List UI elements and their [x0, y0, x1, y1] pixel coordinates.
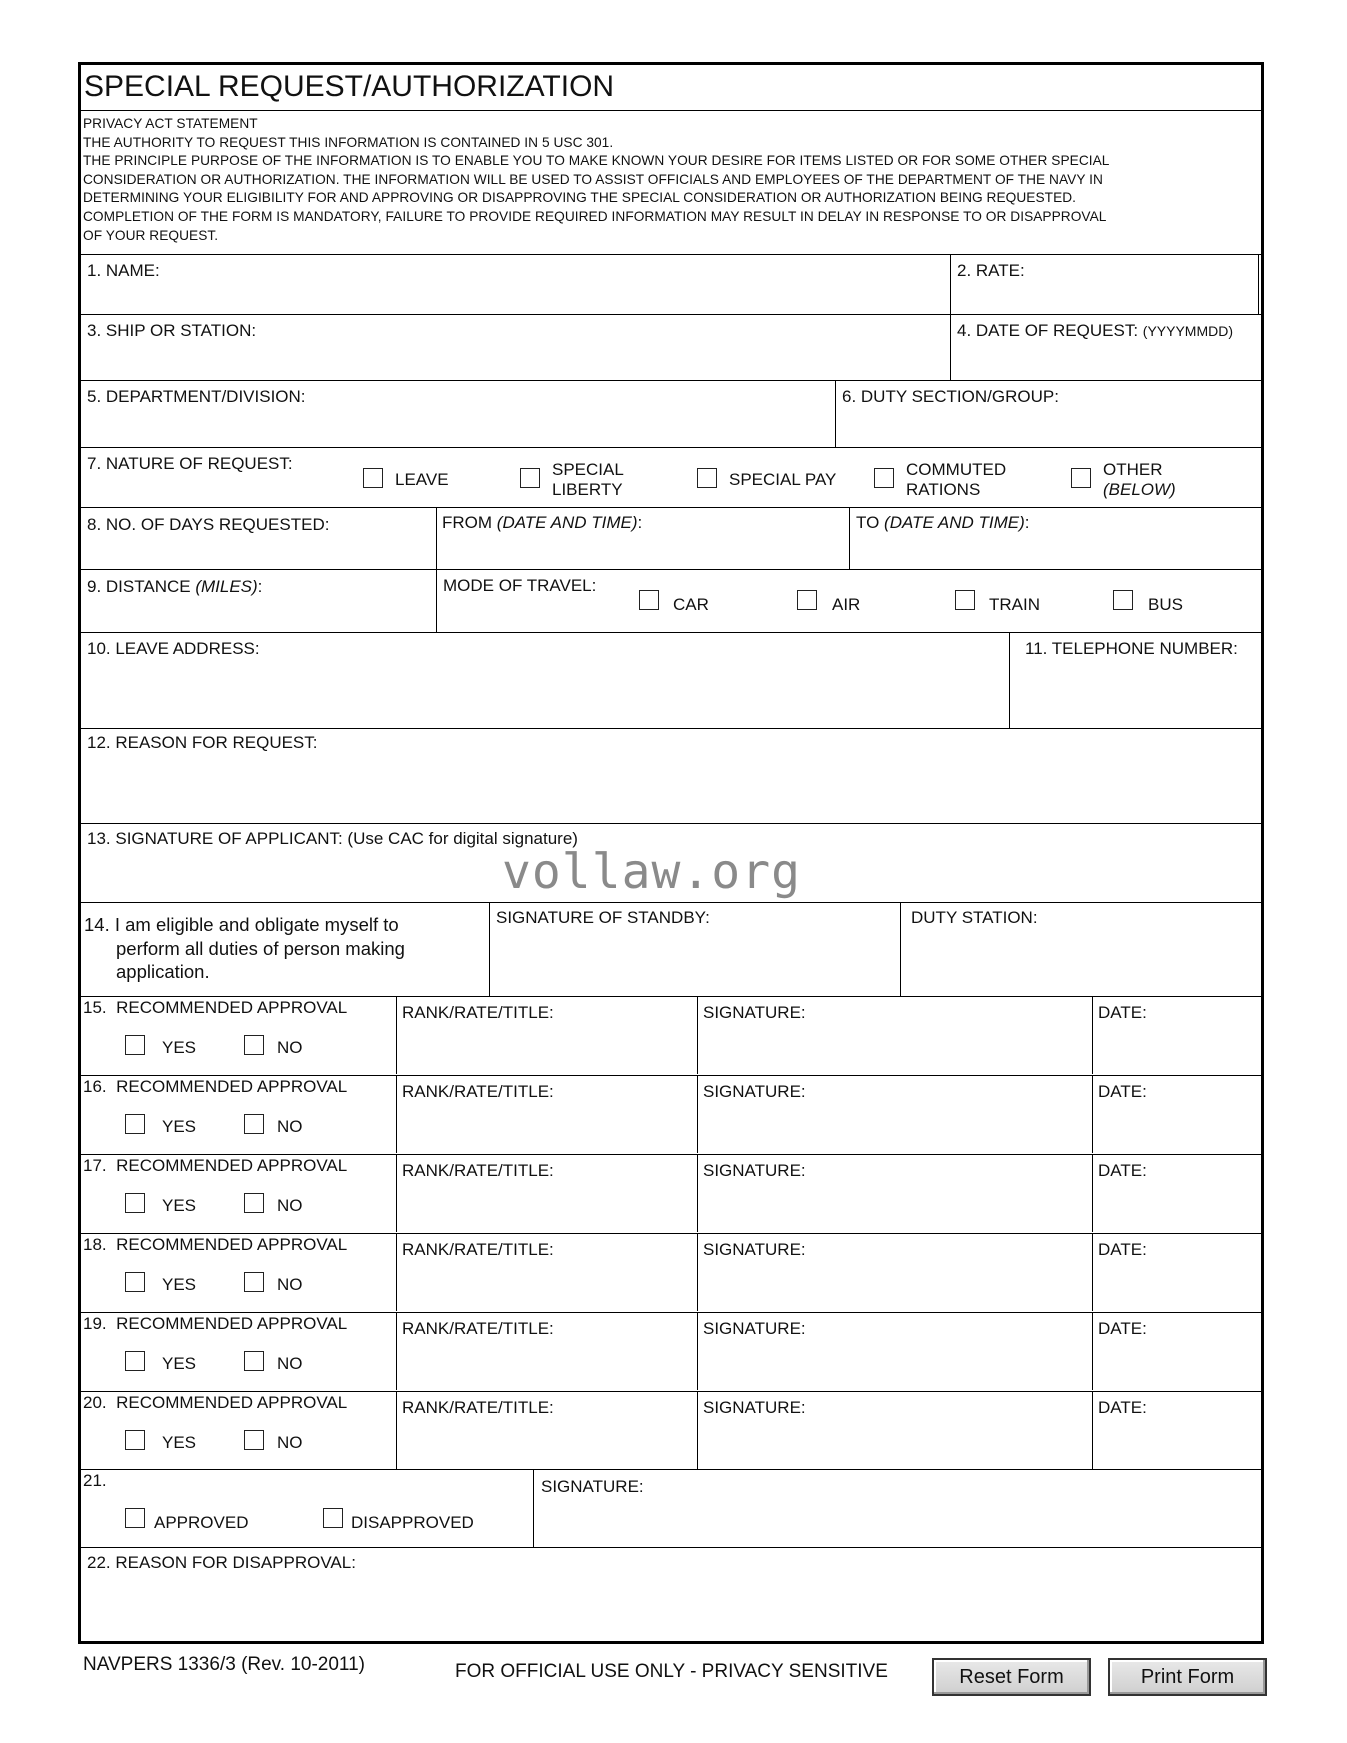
- applicant-signature-label: 13. SIGNATURE OF APPLICANT: (Use CAC for digital signature): [87, 829, 578, 848]
- approval-date-label: DATE:: [1098, 1003, 1147, 1022]
- disapproved-label: DISAPPROVED: [351, 1513, 474, 1532]
- mode-of-travel-label: MODE OF TRAVEL:: [443, 576, 597, 595]
- approval-date-label: DATE:: [1098, 1398, 1147, 1417]
- from-field[interactable]: [440, 537, 844, 565]
- disapproval-reason-field[interactable]: [85, 1577, 1255, 1637]
- divider: [81, 823, 1261, 824]
- distance-field[interactable]: [85, 599, 430, 629]
- duty-station-label: DUTY STATION:: [911, 908, 1038, 927]
- divider: [697, 996, 698, 1074]
- approval-signature-field[interactable]: [702, 1105, 1087, 1149]
- approval-yes-label: YES: [162, 1117, 197, 1136]
- privacy-line: OF YOUR REQUEST.: [83, 227, 219, 243]
- final-signature-label: SIGNATURE:: [541, 1477, 644, 1496]
- from-note: (DATE AND TIME): [496, 513, 638, 532]
- divider: [81, 902, 1261, 903]
- disapproval-reason-label: 22. REASON FOR DISAPPROVAL:: [87, 1553, 356, 1572]
- divider: [533, 1469, 534, 1547]
- approval-date-field[interactable]: [1097, 1184, 1255, 1228]
- divider: [81, 1233, 1261, 1234]
- leave-checkbox[interactable]: [363, 468, 383, 488]
- approved-checkbox[interactable]: [125, 1508, 145, 1528]
- approval-no-label: NO: [277, 1038, 303, 1057]
- approval-text: RECOMMENDED APPROVAL: [116, 1314, 348, 1333]
- approved-label: APPROVED: [154, 1513, 249, 1532]
- form-title: SPECIAL REQUEST/AUTHORIZATION: [84, 70, 615, 103]
- privacy-line: CONSIDERATION OR AUTHORIZATION. THE INFORMATION WILL BE USED TO ASSIST OFFICIALS AND EMPLOYEES OF THE DEPARTMENT OF THE NAVY IN: [83, 171, 1103, 187]
- divider: [697, 1233, 698, 1311]
- approval-no-label: NO: [277, 1117, 303, 1136]
- approval-text: RECOMMENDED APPROVAL: [116, 1393, 348, 1412]
- rank-rate-title-field[interactable]: [401, 1421, 691, 1465]
- special-liberty-label: [552, 460, 624, 500]
- divider: [1092, 1154, 1093, 1232]
- approval-yes-label: YES: [162, 1038, 197, 1057]
- duty-section-field[interactable]: [840, 411, 1255, 443]
- distance-note: (MILES): [195, 577, 258, 596]
- date-of-request-label: [957, 321, 1233, 341]
- to-field[interactable]: [854, 537, 1255, 565]
- divider: [81, 254, 1261, 255]
- approval-date-label: DATE:: [1098, 1319, 1147, 1338]
- eligibility-line: application.: [116, 961, 210, 982]
- divider: [489, 902, 490, 996]
- approval-signature-label: SIGNATURE:: [703, 1319, 806, 1338]
- disapproved-checkbox[interactable]: [323, 1508, 343, 1528]
- recommended-approval-label: [83, 1393, 347, 1413]
- privacy-line: THE AUTHORITY TO REQUEST THIS INFORMATION IS CONTAINED IN 5 USC 301.: [83, 134, 614, 150]
- divider: [81, 507, 1261, 508]
- approval-yes-label: YES: [162, 1275, 197, 1294]
- approval-text: RECOMMENDED APPROVAL: [116, 1077, 348, 1096]
- train-label: TRAIN: [989, 595, 1040, 614]
- eligibility-statement: [84, 913, 405, 984]
- approval-text: RECOMMENDED APPROVAL: [116, 1156, 348, 1175]
- approval-signature-label: SIGNATURE:: [703, 1161, 806, 1180]
- approval-signature-label: SIGNATURE:: [703, 1082, 806, 1101]
- duty-station-field[interactable]: [907, 931, 1255, 991]
- approval-no-checkbox[interactable]: [244, 1114, 264, 1134]
- approval-no-checkbox[interactable]: [244, 1272, 264, 1292]
- divider: [697, 1075, 698, 1153]
- privacy-notice: FOR OFFICIAL USE ONLY - PRIVACY SENSITIVE: [455, 1661, 888, 1682]
- approval-signature-label: SIGNATURE:: [703, 1240, 806, 1259]
- approval-signature-field[interactable]: [702, 1342, 1087, 1386]
- date-of-request-field[interactable]: [955, 345, 1255, 375]
- date-format-hint: (YYYYMMDD): [1142, 323, 1234, 339]
- divider: [81, 728, 1261, 729]
- approval-number: 15.: [83, 998, 107, 1017]
- privacy-line: THE PRINCIPLE PURPOSE OF THE INFORMATION IS TO ENABLE YOU TO MAKE KNOWN YOUR DESIRE FOR ITEMS LISTED OR FOR SOME OTHER SPECIAL: [83, 153, 1110, 169]
- approval-number: 20.: [83, 1393, 107, 1412]
- other-label: [1103, 460, 1176, 500]
- bus-label: BUS: [1148, 595, 1183, 614]
- reason-field[interactable]: [85, 757, 1255, 819]
- rank-rate-title-label: RANK/RATE/TITLE:: [402, 1240, 554, 1259]
- approval-no-label: NO: [277, 1354, 303, 1373]
- distance-text: 9. DISTANCE: [87, 577, 191, 596]
- divider: [396, 1233, 397, 1311]
- recommended-approval-label: [83, 1156, 347, 1176]
- recommended-approval-label: [83, 1314, 347, 1334]
- divider: [697, 1391, 698, 1469]
- special-liberty-checkbox[interactable]: [520, 468, 540, 488]
- form-id: NAVPERS 1336/3 (Rev. 10-2011): [83, 1654, 365, 1675]
- divider: [81, 1469, 1261, 1470]
- approval-date-field[interactable]: [1097, 1421, 1255, 1465]
- divider: [81, 1312, 1261, 1313]
- ship-station-label: 3. SHIP OR STATION:: [87, 321, 257, 340]
- recommended-approval-label: [83, 1235, 347, 1255]
- approval-date-field[interactable]: [1097, 1105, 1255, 1149]
- divider: [697, 1154, 698, 1232]
- divider: [81, 110, 1261, 111]
- telephone-field[interactable]: [1015, 663, 1255, 723]
- special-pay-checkbox[interactable]: [697, 468, 717, 488]
- reason-label: 12. REASON FOR REQUEST:: [87, 733, 318, 752]
- name-label: 1. NAME:: [87, 261, 160, 280]
- divider: [396, 996, 397, 1074]
- divider: [1009, 632, 1010, 728]
- approval-date-label: DATE:: [1098, 1161, 1147, 1180]
- rank-rate-title-field[interactable]: [401, 1184, 691, 1228]
- approval-yes-label: YES: [162, 1354, 197, 1373]
- rank-rate-title-label: RANK/RATE/TITLE:: [402, 1082, 554, 1101]
- rank-rate-title-label: RANK/RATE/TITLE:: [402, 1161, 554, 1180]
- divider: [1092, 1233, 1093, 1311]
- rank-rate-title-label: RANK/RATE/TITLE:: [402, 1398, 554, 1417]
- divider: [1092, 1075, 1093, 1153]
- rank-rate-title-field[interactable]: [401, 1105, 691, 1149]
- car-label: CAR: [673, 595, 709, 614]
- divider: [396, 1154, 397, 1232]
- rank-rate-title-field[interactable]: [401, 1263, 691, 1307]
- days-requested-field[interactable]: [85, 537, 430, 565]
- approval-yes-checkbox[interactable]: [125, 1193, 145, 1213]
- approval-yes-label: YES: [162, 1196, 197, 1215]
- commuted-rations-label: [906, 460, 1006, 500]
- divider: [1092, 1312, 1093, 1390]
- air-label: AIR: [832, 595, 861, 614]
- divider: [81, 314, 1261, 315]
- divider: [81, 1391, 1261, 1392]
- print-form-button[interactable]: Print Form: [1108, 1658, 1267, 1696]
- eligibility-line: perform all duties of person making: [116, 937, 405, 959]
- privacy-act-statement: [83, 115, 1253, 245]
- watermark: vollaw.org: [502, 844, 801, 900]
- approval-yes-checkbox[interactable]: [125, 1272, 145, 1292]
- divider: [396, 1075, 397, 1153]
- approval-yes-checkbox[interactable]: [125, 1430, 145, 1450]
- approval-no-checkbox[interactable]: [244, 1351, 264, 1371]
- divider: [81, 1547, 1261, 1548]
- approval-signature-field[interactable]: [702, 1184, 1087, 1228]
- approval-signature-label: SIGNATURE:: [703, 1398, 806, 1417]
- divider: [81, 569, 1261, 570]
- approval-date-field[interactable]: [1097, 1263, 1255, 1307]
- approval-no-checkbox[interactable]: [244, 1193, 264, 1213]
- to-text: TO: [856, 513, 880, 532]
- department-division-label: 5. DEPARTMENT/DIVISION:: [87, 387, 306, 406]
- approval-date-label: DATE:: [1098, 1082, 1147, 1101]
- to-note: (DATE AND TIME): [884, 513, 1025, 532]
- approval-number: 18.: [83, 1235, 107, 1254]
- commuted-rations-checkbox[interactable]: [874, 468, 894, 488]
- special-liberty-line: SPECIAL: [552, 460, 624, 479]
- eligibility-line: 14. I am eligible and obligate myself to: [84, 914, 399, 935]
- divider: [436, 507, 437, 633]
- approval-no-checkbox[interactable]: [244, 1035, 264, 1055]
- rank-rate-title-label: RANK/RATE/TITLE:: [402, 1003, 554, 1022]
- divider: [849, 507, 850, 569]
- item-21-number: 21.: [83, 1471, 107, 1490]
- divider: [81, 380, 1261, 381]
- leave-address-label: 10. LEAVE ADDRESS:: [87, 639, 260, 658]
- commuted-rations-line: COMMUTED: [906, 460, 1007, 479]
- divider: [81, 1075, 1261, 1076]
- other-line: OTHER: [1103, 460, 1163, 479]
- recommended-approval-label: [83, 1077, 347, 1097]
- standby-signature-label: SIGNATURE OF STANDBY:: [496, 908, 710, 927]
- divider: [81, 632, 1261, 633]
- rate-field[interactable]: [955, 283, 1175, 311]
- telephone-label: 11. TELEPHONE NUMBER:: [1025, 639, 1238, 658]
- special-pay-label: SPECIAL PAY: [729, 470, 837, 489]
- approval-text: RECOMMENDED APPROVAL: [116, 1235, 348, 1254]
- standby-signature-field[interactable]: [494, 931, 894, 991]
- date-of-request-text: 4. DATE OF REQUEST:: [957, 321, 1139, 340]
- privacy-line: PRIVACY ACT STATEMENT: [83, 116, 258, 131]
- divider: [81, 996, 1261, 997]
- reset-form-button[interactable]: Reset Form: [932, 1658, 1091, 1696]
- divider: [396, 1312, 397, 1390]
- final-signature-field[interactable]: [539, 1501, 1255, 1541]
- approval-no-label: NO: [277, 1196, 303, 1215]
- approval-signature-field[interactable]: [702, 1026, 1087, 1070]
- approval-yes-checkbox[interactable]: [125, 1351, 145, 1371]
- special-liberty-line: LIBERTY: [552, 480, 623, 499]
- divider: [81, 447, 1261, 448]
- department-division-field[interactable]: [85, 411, 830, 443]
- approval-yes-checkbox[interactable]: [125, 1114, 145, 1134]
- approval-no-label: NO: [277, 1275, 303, 1294]
- privacy-line: DETERMINING YOUR ELIGIBILITY FOR AND APPROVING OR DISAPPROVING THE SPECIAL CONSIDERATION OR AUTHORIZATION BEING REQUESTED.: [83, 190, 1077, 206]
- approval-text: RECOMMENDED APPROVAL: [116, 998, 348, 1017]
- to-label: TO (DATE AND TIME):: [856, 513, 1030, 532]
- ship-station-field[interactable]: [85, 345, 945, 375]
- approval-no-label: NO: [277, 1433, 303, 1452]
- divider: [697, 1312, 698, 1390]
- approval-number: 17.: [83, 1156, 107, 1175]
- leave-label: LEAVE: [395, 470, 449, 489]
- bus-checkbox[interactable]: [1113, 590, 1133, 610]
- approval-signature-field[interactable]: [702, 1421, 1087, 1465]
- from-label: FROM (DATE AND TIME):: [442, 513, 643, 532]
- divider: [1181, 254, 1259, 314]
- divider: [1092, 1391, 1093, 1469]
- approval-no-checkbox[interactable]: [244, 1430, 264, 1450]
- rank-rate-title-field[interactable]: [401, 1342, 691, 1386]
- privacy-line: COMPLETION OF THE FORM IS MANDATORY, FAILURE TO PROVIDE REQUIRED INFORMATION MAY RESULT IN DELAY IN RESPONSE TO OR DISAPPROVAL: [83, 208, 1107, 224]
- divider: [950, 254, 951, 380]
- approval-date-field[interactable]: [1097, 1026, 1255, 1070]
- nature-of-request-label: 7. NATURE OF REQUEST:: [87, 454, 293, 473]
- distance-label: 9. DISTANCE (MILES):: [87, 577, 263, 596]
- divider: [835, 380, 836, 447]
- leave-address-field[interactable]: [85, 663, 1003, 723]
- approval-date-field[interactable]: [1097, 1342, 1255, 1386]
- approval-yes-label: YES: [162, 1433, 197, 1452]
- rank-rate-title-label: RANK/RATE/TITLE:: [402, 1319, 554, 1338]
- approval-date-label: DATE:: [1098, 1240, 1147, 1259]
- divider: [396, 1391, 397, 1469]
- recommended-approval-label: [83, 998, 347, 1018]
- other-line: (BELOW): [1103, 480, 1176, 499]
- approval-number: 19.: [83, 1314, 107, 1333]
- divider: [81, 1154, 1261, 1155]
- other-checkbox[interactable]: [1071, 468, 1091, 488]
- from-text: FROM: [442, 513, 493, 532]
- name-field[interactable]: [85, 283, 945, 311]
- duty-section-label: 6. DUTY SECTION/GROUP:: [842, 387, 1059, 406]
- approval-yes-checkbox[interactable]: [125, 1035, 145, 1055]
- commuted-rations-line: RATIONS: [906, 480, 981, 499]
- approval-signature-field[interactable]: [702, 1263, 1087, 1307]
- approval-number: 16.: [83, 1077, 107, 1096]
- days-requested-label: 8. NO. OF DAYS REQUESTED:: [87, 515, 330, 534]
- approval-signature-label: SIGNATURE:: [703, 1003, 806, 1022]
- rank-rate-title-field[interactable]: [401, 1026, 691, 1070]
- divider: [1092, 996, 1093, 1074]
- divider: [900, 902, 901, 996]
- train-checkbox[interactable]: [955, 590, 975, 610]
- rate-label: 2. RATE:: [957, 261, 1025, 280]
- air-checkbox[interactable]: [797, 590, 817, 610]
- car-checkbox[interactable]: [639, 590, 659, 610]
